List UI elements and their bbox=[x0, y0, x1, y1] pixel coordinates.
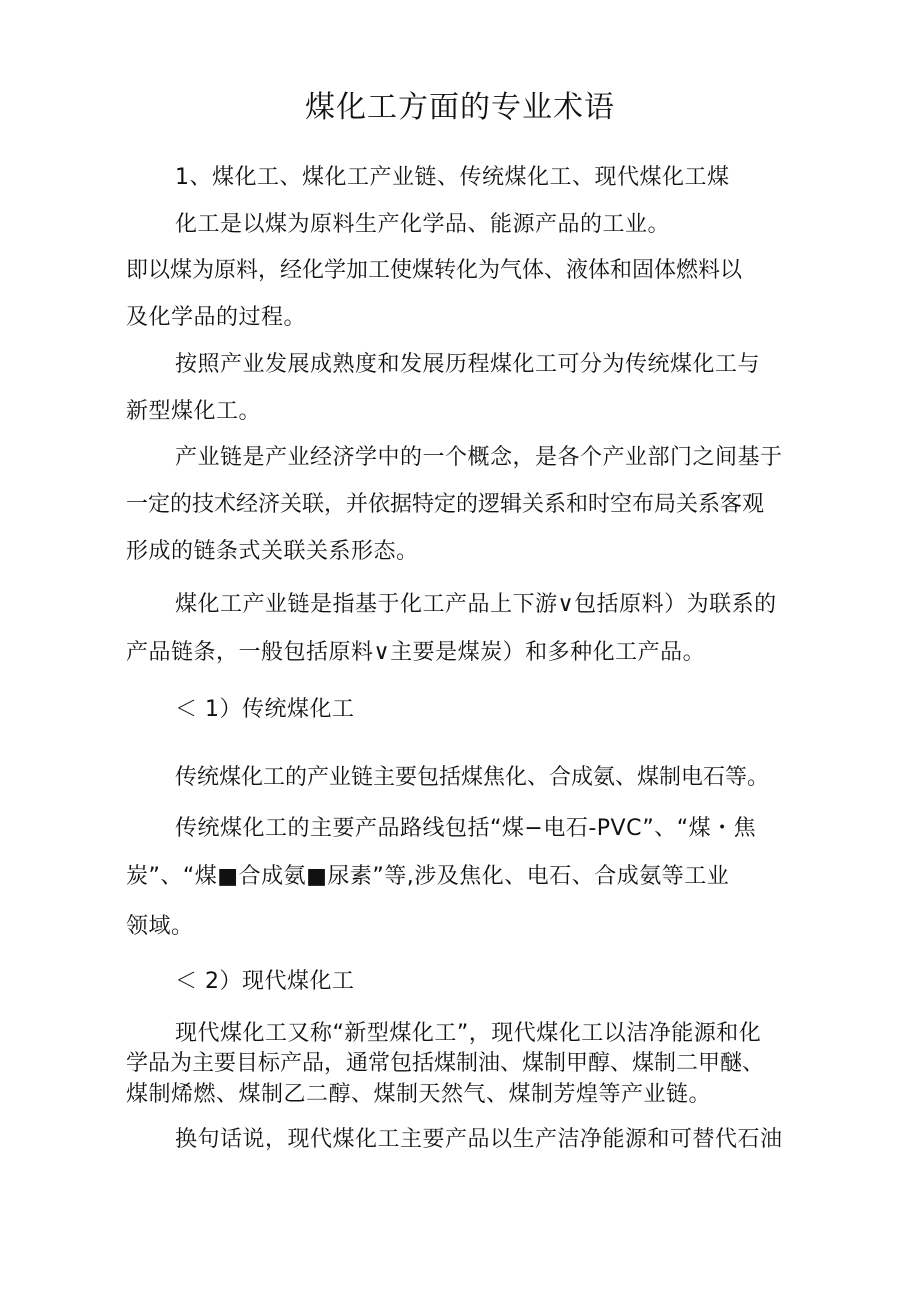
text-line-2: 化工是以煤为原料生产化学品、能源产品的工业。 bbox=[175, 212, 671, 237]
text-line-14: 传统煤化工的主要产品路线包括“煤−电石-PVC”、“煤・焦 bbox=[175, 816, 757, 841]
document-title: 煤化工方面的专业术语 bbox=[305, 90, 615, 125]
text-line-11: 产品链条，一般包括原料∨主要是煤炭）和多种化工产品。 bbox=[126, 640, 706, 665]
text-line-1: 1、煤化工、煤化工产业链、传统煤化工、现代煤化工煤 bbox=[175, 165, 730, 190]
section-heading-traditional: ＜ 1）传统煤化工 bbox=[175, 697, 355, 722]
text-line-5: 按照产业发展成熟度和发展历程煤化工可分为传统煤化工与 bbox=[175, 352, 761, 377]
text-line-18: 现代煤化工又称“新型煤化工”，现代煤化工以洁净能源和化 bbox=[175, 1021, 762, 1046]
text-line-13: 传统煤化工的产业链主要包括煤焦化、合成氨、煤制电石等。 bbox=[175, 765, 770, 790]
text-line-3: 即以煤为原料，经化学加工使煤转化为气体、液体和固体燃料以 bbox=[126, 258, 743, 283]
text-line-6: 新型煤化工。 bbox=[126, 399, 262, 424]
text-line-7: 产业链是产业经济学中的一个概念，是各个产业部门之间基于 bbox=[175, 445, 783, 470]
section-heading-modern: ＜ 2）现代煤化工 bbox=[175, 969, 355, 994]
text-line-9: 形成的链条式关联关系形态。 bbox=[126, 539, 419, 564]
text-line-10: 煤化工产业链是指基于化工产品上下游∨包括原料）为联系的 bbox=[175, 592, 777, 617]
text-line-19: 学品为主要目标产品，通常包括煤制油、煤制甲醇、煤制二甲醚、 bbox=[126, 1051, 765, 1076]
text-line-15: 炭”、“煤■合成氨■尿素”等,涉及焦化、电石、合成氨等工业 bbox=[126, 864, 730, 889]
text-line-20: 煤制烯燃、煤制乙二醇、煤制天然气、煤制芳煌等产业链。 bbox=[126, 1082, 712, 1107]
text-line-16: 领域。 bbox=[126, 914, 194, 939]
text-line-21: 换句话说，现代煤化工主要产品以生产洁净能源和可替代石油 bbox=[175, 1127, 783, 1152]
text-line-4: 及化学品的过程。 bbox=[126, 305, 307, 330]
text-line-8: 一定的技术经济关联，并依据特定的逻辑关系和时空布局关系客观 bbox=[126, 492, 765, 517]
